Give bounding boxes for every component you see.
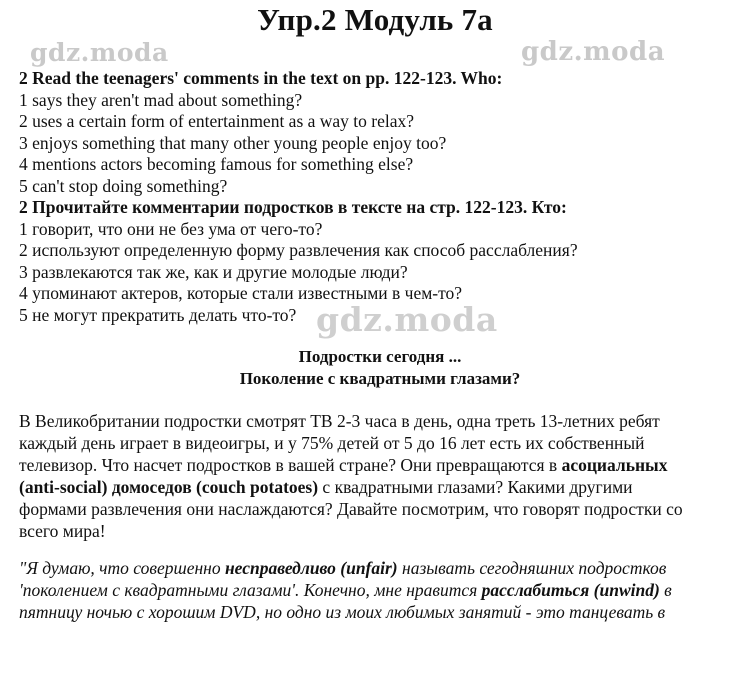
paragraph-line — [19, 454, 734, 476]
paragraph-text: с квадратными глазами? Какими другими — [318, 477, 633, 497]
paragraph-line — [19, 476, 734, 498]
paragraph-line: В Великобритании подростки смотрят ТВ 2-3 часа в день, одна треть 13-летних ребят — [19, 411, 660, 431]
russian-item: 2 используют определенную форму развлечения как способ расслабления? — [19, 240, 578, 260]
paragraph-line: каждый день играет в видеоигры, и у 75% детей от 5 до 16 лет есть их собственный — [19, 433, 645, 453]
paragraph-line: всего мира! — [19, 521, 106, 541]
paragraph-text: телевизор. Что насчет подростков в вашей стране? Они превращаются в — [19, 455, 562, 475]
russian-heading: 2 Прочитайте комментарии подростков в тексте на стр. 122-123. Кто: — [19, 197, 567, 217]
english-item: 1 says they aren't mad about something? — [19, 89, 303, 110]
quote-line: пятницу ночью с хорошим DVD, но одно из моих любимых занятий - это танцевать в — [19, 602, 666, 622]
quote-text: 'поколением с квадратными глазами'. Конечно, мне нравится — [19, 580, 482, 600]
intro-paragraph — [19, 410, 734, 542]
page-title: Упр.2 Модуль 7а — [257, 2, 493, 37]
quote-text: в — [659, 580, 672, 600]
watermark-logo: gdz.moda — [30, 38, 169, 67]
english-item: 3 enjoys something that many other young people enjoy too? — [19, 132, 447, 153]
russian-item: 3 развлекаются так же, как и другие молодые люди? — [19, 261, 408, 282]
quote-line — [19, 557, 734, 579]
quote-text: называть сегодняшних подростков — [397, 558, 667, 578]
quote-bold: несправедливо (unfair) — [224, 558, 398, 578]
paragraph-bold: (anti-social) домоседов (couch potatoes) — [19, 477, 319, 497]
watermark-logo: gdz.moda — [521, 37, 666, 67]
watermark-logo: gdz.moda — [316, 300, 498, 339]
russian-item: 1 говорит, что они не без ума от чего-то? — [19, 218, 323, 239]
paragraph-line: формами развлечения они наслаждаются? Давайте посмотрим, что говорят подростки со — [19, 499, 683, 519]
quote-text: "Я думаю, что совершенно — [19, 558, 225, 578]
text-title-line2: Поколение с квадратными глазами? — [239, 369, 521, 388]
russian-item: 5 не могут прекратить делать что-то? — [19, 304, 297, 325]
quote-bold: расслабиться (unwind) — [481, 580, 660, 600]
english-heading: 2 Read the teenagers' comments in the text on pp. 122-123. Who: — [19, 68, 503, 88]
exercise-block — [19, 68, 734, 326]
english-item: 2 uses a certain form of entertainment as a way to relax? — [19, 111, 415, 131]
teen-quote — [19, 557, 734, 623]
english-item: 5 can't stop doing something? — [19, 175, 228, 196]
quote-line — [19, 579, 734, 601]
paragraph-bold: асоциальных — [561, 455, 668, 475]
text-title-line1: Подростки сегодня ... — [298, 347, 462, 366]
english-item: 4 mentions actors becoming famous for something else? — [19, 154, 414, 174]
russian-item: 4 упоминают актеров, которые стали известными в чем-то? — [19, 283, 463, 303]
